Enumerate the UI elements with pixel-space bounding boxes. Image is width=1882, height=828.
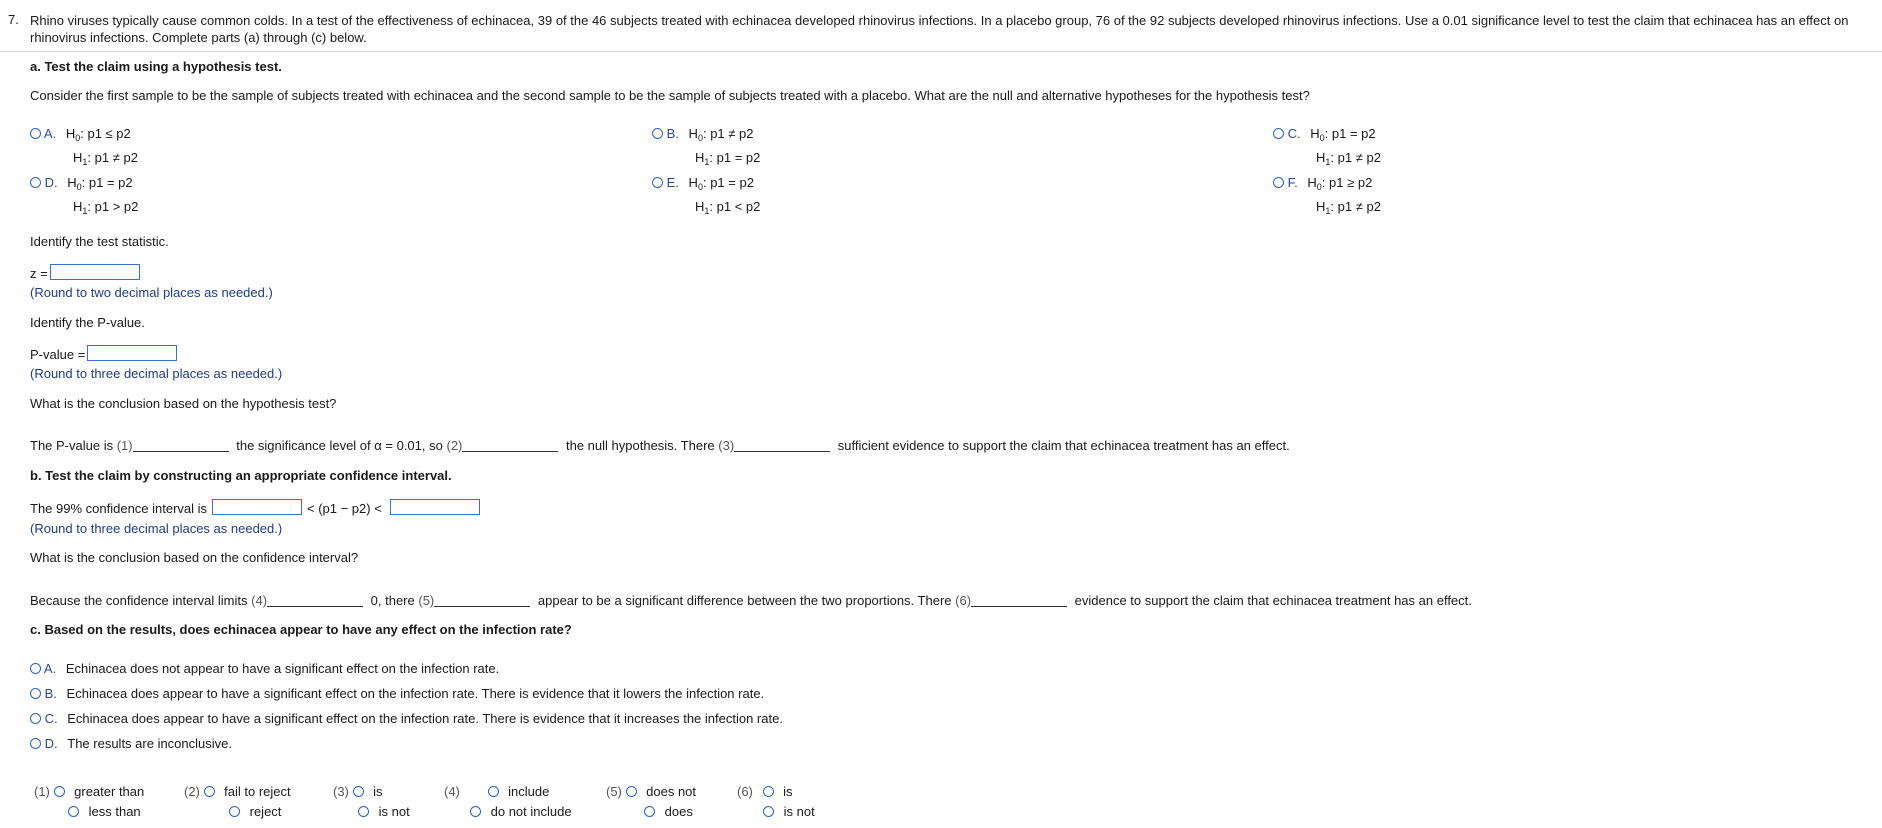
- radio-icon[interactable]: [652, 177, 663, 188]
- pvalue-prompt: Identify the P-value.: [30, 315, 145, 330]
- radio-icon[interactable]: [30, 177, 41, 188]
- divider: [0, 51, 1882, 52]
- radio-icon[interactable]: [470, 806, 481, 817]
- hypothesis-option-c[interactable]: C. $H_0$: p1 = p2 $H_1$: p1 ≠ p2: [1273, 124, 1381, 172]
- blank-number: (5): [418, 593, 435, 608]
- choice-label[interactable]: reject: [249, 804, 282, 819]
- mc-option-a[interactable]: [30, 659, 499, 679]
- sentence-text: the null hypothesis. There: [566, 438, 715, 453]
- part-b-heading: b. Test the claim by constructing an appropriate confidence interval.: [30, 468, 452, 483]
- dropdown-blank-1[interactable]: [133, 439, 229, 452]
- radio-icon[interactable]: [30, 738, 41, 749]
- choice-label[interactable]: do not include: [490, 804, 572, 819]
- group-number: (6): [737, 784, 753, 799]
- conclusion-sentence-a: [30, 438, 1290, 453]
- sentence-text: appear to be a significant difference between the two proportions. There: [537, 593, 952, 608]
- option-text: Echinacea does not appear to have a significant effect on the infection rate.: [65, 661, 500, 676]
- ci-hint: (Round to three decimal places as needed.): [30, 521, 283, 536]
- option-letter: A.: [43, 126, 57, 141]
- h0-text: p1 ≠ p2: [710, 126, 754, 141]
- sentence-text: Because the confidence interval limits: [30, 593, 248, 608]
- answer-group-2: [184, 782, 291, 822]
- group-number: (4): [444, 784, 460, 799]
- radio-icon[interactable]: [626, 786, 637, 797]
- sentence-text: The P-value is: [30, 438, 114, 453]
- h1-text: p1 = p2: [716, 150, 761, 165]
- group-number: (5): [606, 784, 622, 799]
- hypothesis-option-e[interactable]: E. $H_0$: p1 = p2 $H_1$: p1 < p2: [652, 173, 760, 221]
- hypothesis-option-a[interactable]: A. $H_0$: p1 ≤ p2 $H_1$: p1 ≠ p2: [30, 124, 138, 172]
- answer-group-5: [606, 782, 696, 822]
- blank-number: (2): [446, 438, 463, 453]
- blank-number: (4): [251, 593, 268, 608]
- dropdown-blank-4[interactable]: [267, 594, 363, 607]
- option-letter: B.: [44, 686, 57, 701]
- h0-text: p1 ≥ p2: [1329, 175, 1373, 190]
- hypotheses-prompt: Consider the first sample to be the sample of subjects treated with echinacea and the second sample to be the sample of subjects treated with a placebo. What are the null and alternative hypotheses for the hypothesis test?: [30, 88, 1310, 103]
- radio-icon[interactable]: [204, 786, 215, 797]
- option-letter: B.: [666, 126, 679, 141]
- ci-lower-input[interactable]: [212, 499, 302, 515]
- answer-group-1: [34, 782, 144, 822]
- z-hint: (Round to two decimal places as needed.): [30, 285, 273, 300]
- radio-icon[interactable]: [30, 663, 41, 674]
- question-text: Rhino viruses typically cause common colds. In a test of the effectiveness of echinacea, 39 of the 46 subjects treated with echinacea developed rhinovirus infections. In a placebo group, 76 of the 92 subjects developed rhinovirus infections. Use a 0.01 significance level to test the claim that echinacea has an effect on rhinovirus infections. Complete parts (a) through (c) below.: [30, 13, 1849, 45]
- option-text: Echinacea does appear to have a significant effect on the infection rate. There is evidence that it increases the infection rate.: [67, 711, 783, 726]
- choice-label[interactable]: is not: [783, 804, 815, 819]
- dropdown-blank-3[interactable]: [734, 439, 830, 452]
- choice-label[interactable]: greater than: [74, 784, 145, 799]
- part-c-heading: c. Based on the results, does echinacea appear to have any effect on the infection rate?: [30, 622, 572, 637]
- radio-icon[interactable]: [763, 786, 774, 797]
- h1-text: p1 ≠ p2: [94, 150, 138, 165]
- choice-label[interactable]: less than: [88, 804, 141, 819]
- radio-icon[interactable]: [229, 806, 240, 817]
- h1-text: p1 ≠ p2: [1337, 199, 1381, 214]
- h1-text: p1 > p2: [94, 199, 139, 214]
- h0-text: p1 = p2: [710, 175, 754, 190]
- h0-text: p1 ≤ p2: [87, 126, 131, 141]
- answer-group-6: [737, 782, 815, 822]
- question-number: 7.: [8, 12, 19, 27]
- option-text: The results are inconclusive.: [67, 736, 232, 751]
- conclusion-prompt-a: What is the conclusion based on the hypothesis test?: [30, 396, 337, 411]
- h1-text: p1 ≠ p2: [1337, 150, 1381, 165]
- choice-label[interactable]: fail to reject: [224, 784, 291, 799]
- z-label: z =: [30, 266, 48, 281]
- hypothesis-option-b[interactable]: B. $H_0$: p1 ≠ p2 $H_1$: p1 = p2: [652, 124, 760, 172]
- option-letter: D.: [44, 736, 58, 751]
- radio-icon[interactable]: [353, 786, 364, 797]
- group-number: (3): [333, 784, 349, 799]
- option-letter: E.: [666, 175, 679, 190]
- option-text: Echinacea does appear to have a significant effect on the infection rate. There is evidence that it lowers the infection rate.: [66, 686, 765, 701]
- pvalue-hint: (Round to three decimal places as needed.): [30, 366, 283, 381]
- radio-icon[interactable]: [763, 806, 774, 817]
- radio-icon[interactable]: [68, 806, 79, 817]
- blank-number: (3): [718, 438, 735, 453]
- hypothesis-option-f[interactable]: F. $H_0$: p1 ≥ p2 $H_1$: p1 ≠ p2: [1273, 173, 1381, 221]
- option-letter: D.: [44, 175, 58, 190]
- h1-text: p1 < p2: [716, 199, 761, 214]
- blank-number: (6): [955, 593, 972, 608]
- z-input[interactable]: [50, 264, 140, 280]
- answer-group-4: [444, 782, 572, 822]
- group-number: (1): [34, 784, 50, 799]
- conclusion-sentence-b: [30, 593, 1472, 608]
- radio-icon[interactable]: [1273, 128, 1284, 139]
- dropdown-blank-2[interactable]: [462, 439, 558, 452]
- ci-label: The 99% confidence interval is: [30, 501, 208, 516]
- sentence-text: sufficient evidence to support the claim that echinacea treatment has an effect.: [837, 438, 1290, 453]
- radio-icon[interactable]: [652, 128, 663, 139]
- sentence-text: evidence to support the claim that echinacea treatment has an effect.: [1074, 593, 1472, 608]
- choice-label[interactable]: does: [664, 804, 693, 819]
- h0-text: p1 = p2: [88, 175, 133, 190]
- h0-text: p1 = p2: [1331, 126, 1376, 141]
- group-number: (2): [184, 784, 200, 799]
- radio-icon[interactable]: [1273, 177, 1284, 188]
- sentence-text: 0, there: [370, 593, 415, 608]
- conclusion-prompt-b: What is the conclusion based on the confidence interval?: [30, 550, 359, 565]
- radio-icon[interactable]: [644, 806, 655, 817]
- mc-option-b[interactable]: [30, 684, 764, 704]
- choice-label[interactable]: is not: [378, 804, 410, 819]
- option-letter: A.: [43, 661, 57, 676]
- answer-group-3: [333, 782, 410, 822]
- ci-middle: < (p1 − p2) <: [307, 501, 382, 516]
- pvalue-input[interactable]: [87, 345, 177, 361]
- blank-number: (1): [116, 438, 133, 453]
- radio-icon[interactable]: [358, 806, 369, 817]
- choice-label[interactable]: include: [508, 784, 550, 799]
- option-letter: C.: [1287, 126, 1301, 141]
- choice-label[interactable]: does not: [646, 784, 697, 799]
- hypothesis-option-d[interactable]: D. $H_0$: p1 = p2 $H_1$: p1 > p2: [30, 173, 138, 221]
- option-letter: C.: [44, 711, 58, 726]
- choice-label[interactable]: is: [783, 784, 793, 799]
- dropdown-blank-5[interactable]: [434, 594, 530, 607]
- dropdown-blank-6[interactable]: [971, 594, 1067, 607]
- sentence-text: the significance level of α = 0.01, so: [236, 438, 443, 453]
- radio-icon[interactable]: [30, 128, 41, 139]
- pvalue-label: P-value =: [30, 347, 86, 362]
- mc-option-c[interactable]: [30, 709, 783, 729]
- choice-label[interactable]: is: [373, 784, 383, 799]
- mc-option-d[interactable]: [30, 734, 232, 754]
- radio-icon[interactable]: [488, 786, 499, 797]
- part-a-heading: a. Test the claim using a hypothesis test.: [30, 59, 282, 74]
- radio-icon[interactable]: [54, 786, 65, 797]
- radio-icon[interactable]: [30, 713, 41, 724]
- ci-upper-input[interactable]: [390, 499, 480, 515]
- option-letter: F.: [1287, 175, 1298, 190]
- test-stat-prompt: Identify the test statistic.: [30, 234, 169, 249]
- radio-icon[interactable]: [30, 688, 41, 699]
